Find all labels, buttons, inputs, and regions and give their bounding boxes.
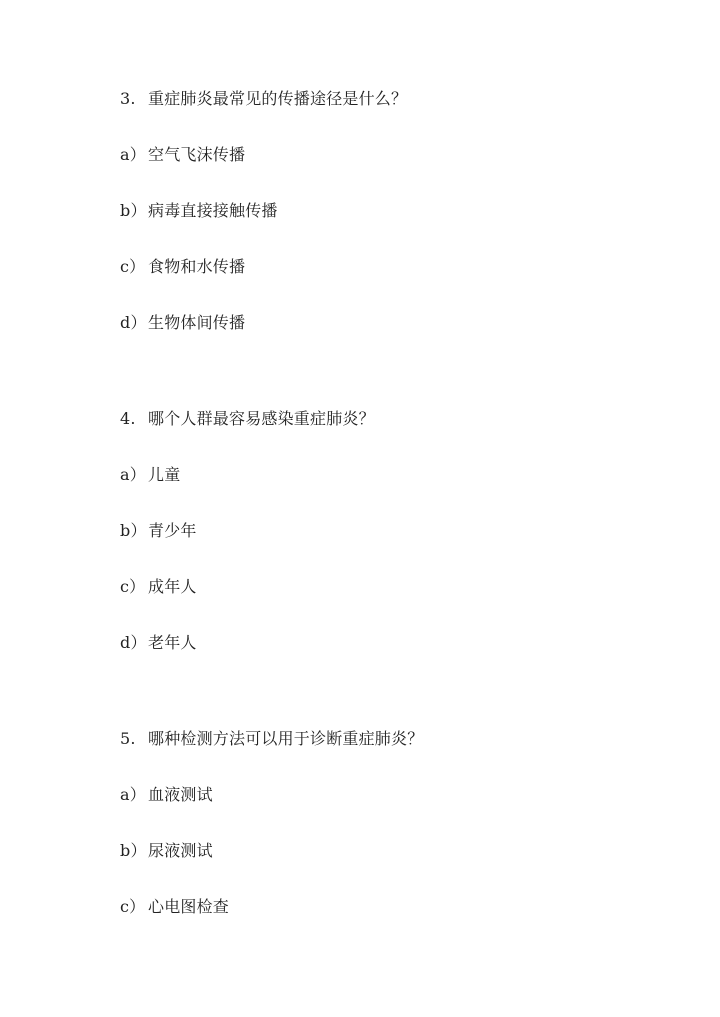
option-text: 青少年	[148, 521, 197, 540]
question-text: 哪种检测方法可以用于诊断重症肺炎？	[148, 729, 424, 748]
option-letter: d）	[120, 313, 147, 332]
question-5	[120, 728, 423, 750]
option-4a	[120, 464, 180, 486]
option-5a	[120, 784, 213, 806]
option-text: 老年人	[148, 633, 197, 652]
option-4d	[120, 632, 197, 654]
option-letter: b）	[120, 841, 147, 860]
question-4	[120, 408, 375, 430]
option-letter: c）	[120, 577, 146, 596]
option-3c	[120, 256, 245, 278]
option-letter: c）	[120, 897, 146, 916]
option-text: 病毒直接接触传播	[148, 201, 278, 220]
option-letter: b）	[120, 521, 147, 540]
option-3b	[120, 200, 278, 222]
question-text: 重症肺炎最常见的传播途径是什么？	[148, 89, 408, 108]
option-3d	[120, 312, 245, 334]
option-text: 心电图检查	[148, 897, 230, 916]
option-text: 成年人	[148, 577, 197, 596]
option-text: 食物和水传播	[148, 257, 246, 276]
question-number: 5.	[120, 729, 136, 748]
option-letter: a）	[120, 465, 146, 484]
option-letter: d）	[120, 633, 147, 652]
question-number: 3.	[120, 89, 136, 108]
option-text: 空气飞沫传播	[148, 145, 246, 164]
option-letter: c）	[120, 257, 146, 276]
option-4c	[120, 576, 197, 598]
option-5c	[120, 896, 229, 918]
option-text: 尿液测试	[148, 841, 213, 860]
option-4b	[120, 520, 197, 542]
option-3a	[120, 144, 245, 166]
option-text: 血液测试	[148, 785, 213, 804]
option-letter: a）	[120, 785, 146, 804]
option-letter: a）	[120, 145, 146, 164]
question-text: 哪个人群最容易感染重症肺炎？	[148, 409, 375, 428]
option-letter: b）	[120, 201, 147, 220]
question-3	[120, 88, 407, 110]
option-5b	[120, 840, 213, 862]
question-number: 4.	[120, 409, 136, 428]
option-text: 生物体间传播	[148, 313, 246, 332]
option-text: 儿童	[148, 465, 181, 484]
